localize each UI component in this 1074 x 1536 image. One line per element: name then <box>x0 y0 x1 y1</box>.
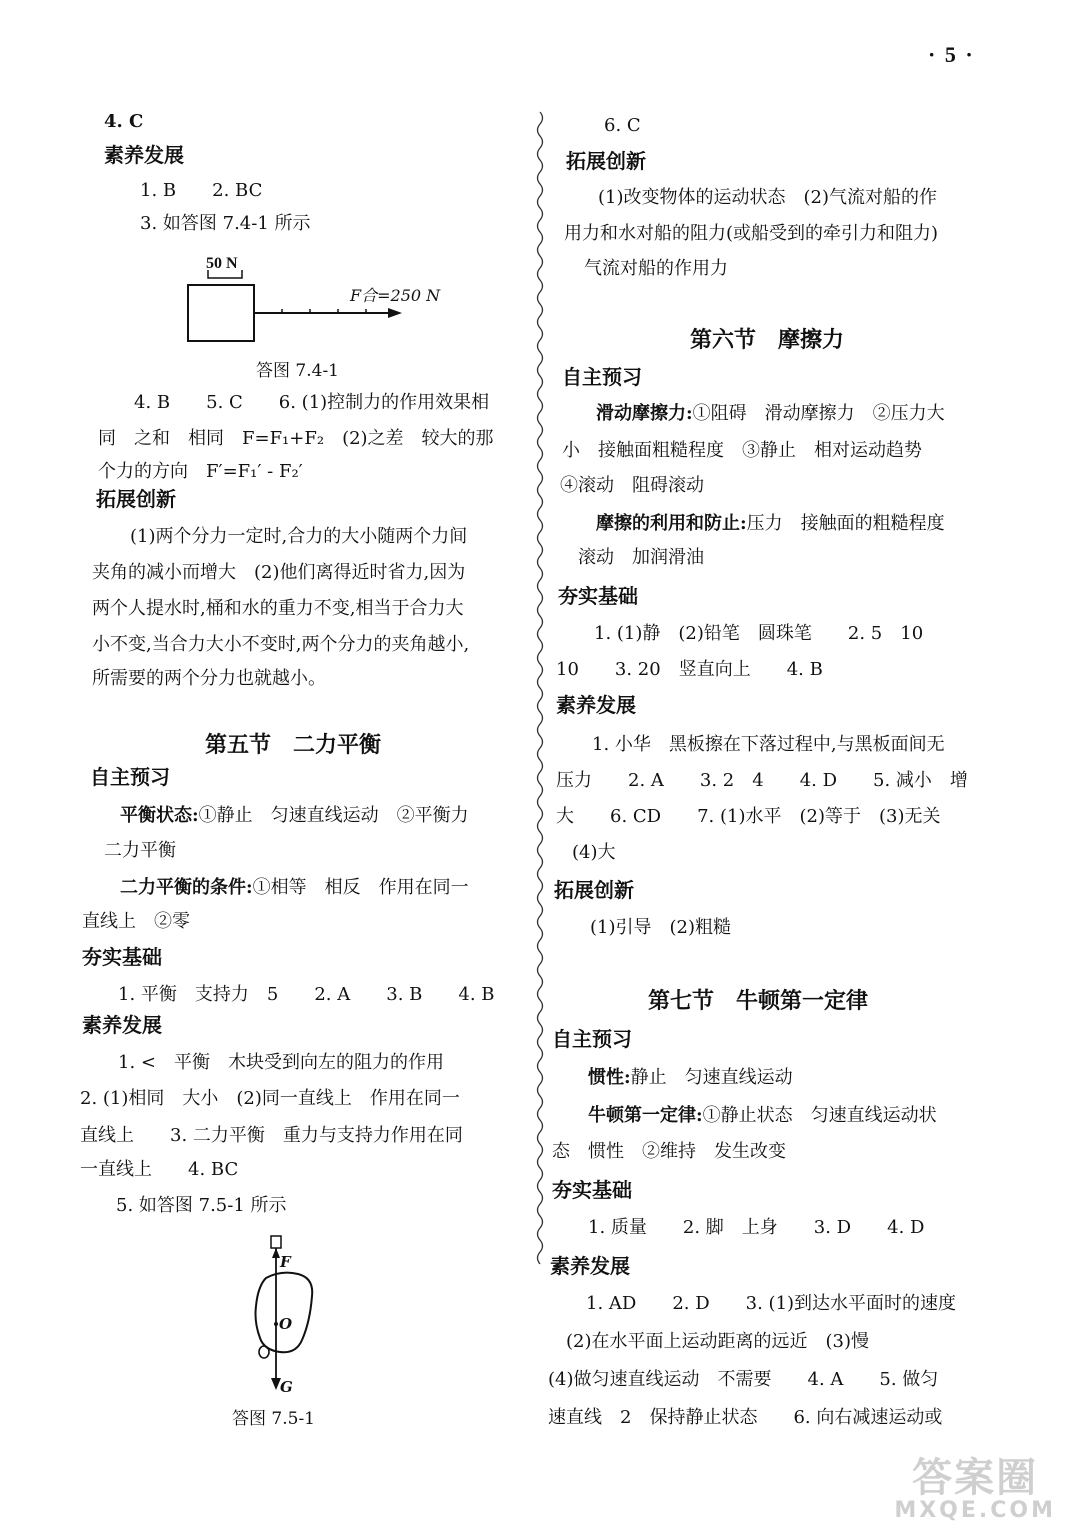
answer-line <box>588 1066 793 1090</box>
answer-line: 二力平衡 <box>104 840 176 861</box>
answer-line: 气流对船的作用力 <box>584 258 728 279</box>
answer-line: 同 之和 相同 F=F₁+F₂ (2)之差 较大的那 <box>98 428 494 449</box>
answer-line: 6. C <box>604 115 641 136</box>
column-divider <box>530 112 550 1432</box>
answer-line: 用力和水对船的阻力(或船受到的牵引力和阻力) <box>564 223 939 244</box>
answer-line: 小不变,当合力大小不变时,两个分力的夹角越小, <box>92 634 470 655</box>
answer-line <box>120 804 469 828</box>
answer-line: 2. (1)相同 大小 (2)同一直线上 作用在同一 <box>80 1088 460 1109</box>
section-title: 第五节 二力平衡 <box>205 732 382 758</box>
answer-line: 压力 2. A 3. 2 4 4. D 5. 减小 增 <box>556 770 968 791</box>
term-answer: ①相等 相反 作用在同一 <box>252 877 469 898</box>
section-heading: 夯实基础 <box>558 584 638 608</box>
term-answer: 压力 接触面的粗糙程度 <box>746 513 945 534</box>
answer-line: 两个人提水时,桶和水的重力不变,相当于合力大 <box>92 598 464 619</box>
answer-line <box>596 512 945 536</box>
answer-line: (1)引导 (2)粗糙 <box>590 917 731 938</box>
watermark <box>894 1455 1056 1523</box>
answer-line: 小 接触面粗糙程度 ③静止 相对运动趋势 <box>562 440 922 461</box>
section-heading: 自主预习 <box>552 1027 632 1051</box>
answer-line: 1. < 平衡 木块受到向左的阻力的作用 <box>118 1052 444 1073</box>
answer-line: 4. B 5. C 6. (1)控制力的作用效果相 <box>134 392 490 413</box>
answer-line: 夹角的减小而增大 (2)他们离得近时省力,因为 <box>92 562 466 583</box>
answer-line: (4)大 <box>572 842 616 863</box>
label-f: F <box>280 1253 291 1271</box>
answer-line: 1. 小华 黑板擦在下落过程中,与黑板面间无 <box>592 734 945 755</box>
answer-line: 直线上 ②零 <box>82 911 190 932</box>
answer-line: 1. 质量 2. 脚 上身 3. D 4. D <box>588 1217 925 1238</box>
label-g: G <box>280 1378 293 1396</box>
answer-line: 滚动 加润滑油 <box>578 547 704 568</box>
section-title: 第七节 牛顿第一定律 <box>648 988 869 1014</box>
term-answer: ①阻碍 滑动摩擦力 ②压力大 <box>692 403 945 424</box>
answer-line: (4)做匀速直线运动 不需要 4. A 5. 做匀 <box>548 1369 939 1390</box>
answer-line: (1)改变物体的运动状态 (2)气流对船的作 <box>598 187 937 208</box>
answer-line: 一直线上 4. BC <box>80 1159 239 1180</box>
term-answer: 静止 匀速直线运动 <box>630 1067 793 1088</box>
section-heading: 素养发展 <box>550 1254 630 1278</box>
figure-caption: 答图 7.5-1 <box>232 1409 315 1429</box>
section-heading: 素养发展 <box>82 1013 162 1037</box>
answer-line: 大 6. CD 7. (1)水平 (2)等于 (3)无关 <box>556 806 941 827</box>
answer-line: 1. 平衡 支持力 5 2. A 3. B 4. B <box>118 984 495 1005</box>
answer-line <box>120 876 469 900</box>
answer-line <box>588 1104 937 1128</box>
answer-line: ④滚动 阻碍滚动 <box>560 475 704 496</box>
figure-caption: 答图 7.4-1 <box>256 361 339 381</box>
term-label: 二力平衡的条件: <box>120 877 253 898</box>
term-label: 平衡状态: <box>120 805 199 826</box>
term-answer: ①静止状态 匀速直线运动状 <box>702 1105 937 1126</box>
answer-line: 3. 如答图 7.4-1 所示 <box>140 213 311 234</box>
section-heading: 自主预习 <box>562 365 642 389</box>
section-heading: 夯实基础 <box>552 1178 632 1202</box>
section-heading: 素养发展 <box>104 143 184 167</box>
answer-line: 所需要的两个分力也就越小。 <box>92 668 326 689</box>
answer-line: 1. (1)静 (2)铅笔 圆珠笔 2. 5 10 <box>594 623 924 644</box>
term-answer: ①静止 匀速直线运动 ②平衡力 <box>198 805 469 826</box>
block <box>188 285 254 341</box>
answer-line: (2)在水平面上运动距离的远近 (3)慢 <box>566 1331 869 1352</box>
answer-line: 4. C <box>104 111 144 132</box>
section-heading: 拓展创新 <box>566 149 646 173</box>
force-scale-label: 50 N <box>206 255 238 272</box>
answer-line: 1. AD 2. D 3. (1)到达水平面时的速度 <box>586 1293 957 1314</box>
section-heading: 拓展创新 <box>554 878 634 902</box>
term-label: 滑动摩擦力: <box>596 403 693 424</box>
answer-line: 10 3. 20 竖直向上 4. B <box>556 659 823 680</box>
answer-line: 速直线 2 保持静止状态 6. 向右减速运动或 <box>548 1407 943 1428</box>
term-label: 惯性: <box>588 1067 631 1088</box>
term-label: 摩擦的利用和防止: <box>596 513 747 534</box>
page-number: · 5 · <box>928 42 975 67</box>
answer-line: 5. 如答图 7.5-1 所示 <box>116 1195 287 1216</box>
section-heading: 自主预习 <box>90 765 170 789</box>
answer-line: 态 惯性 ②维持 发生改变 <box>552 1141 786 1162</box>
answer-line: 个力的方向 F′=F₁′ - F₂′ <box>98 461 303 482</box>
section-title: 第六节 摩擦力 <box>690 327 845 353</box>
section-heading: 夯实基础 <box>82 945 162 969</box>
section-heading: 拓展创新 <box>96 487 176 511</box>
watermark-bottom: MXQE.COM <box>894 1498 1056 1523</box>
term-label: 牛顿第一定律: <box>588 1105 703 1126</box>
label-o: O <box>279 1315 293 1333</box>
answer-line <box>596 402 945 426</box>
watermark-top: 答案圈 <box>912 1455 1039 1501</box>
answer-line: 直线上 3. 二力平衡 重力与支持力作用在同 <box>80 1125 463 1146</box>
answer-line: (1)两个分力一定时,合力的大小随两个力间 <box>130 526 468 547</box>
hook <box>271 1236 281 1248</box>
resultant-force-label: F合=250 N <box>350 286 441 305</box>
answer-line: 1. B 2. BC <box>140 180 263 201</box>
section-heading: 素养发展 <box>556 693 636 717</box>
